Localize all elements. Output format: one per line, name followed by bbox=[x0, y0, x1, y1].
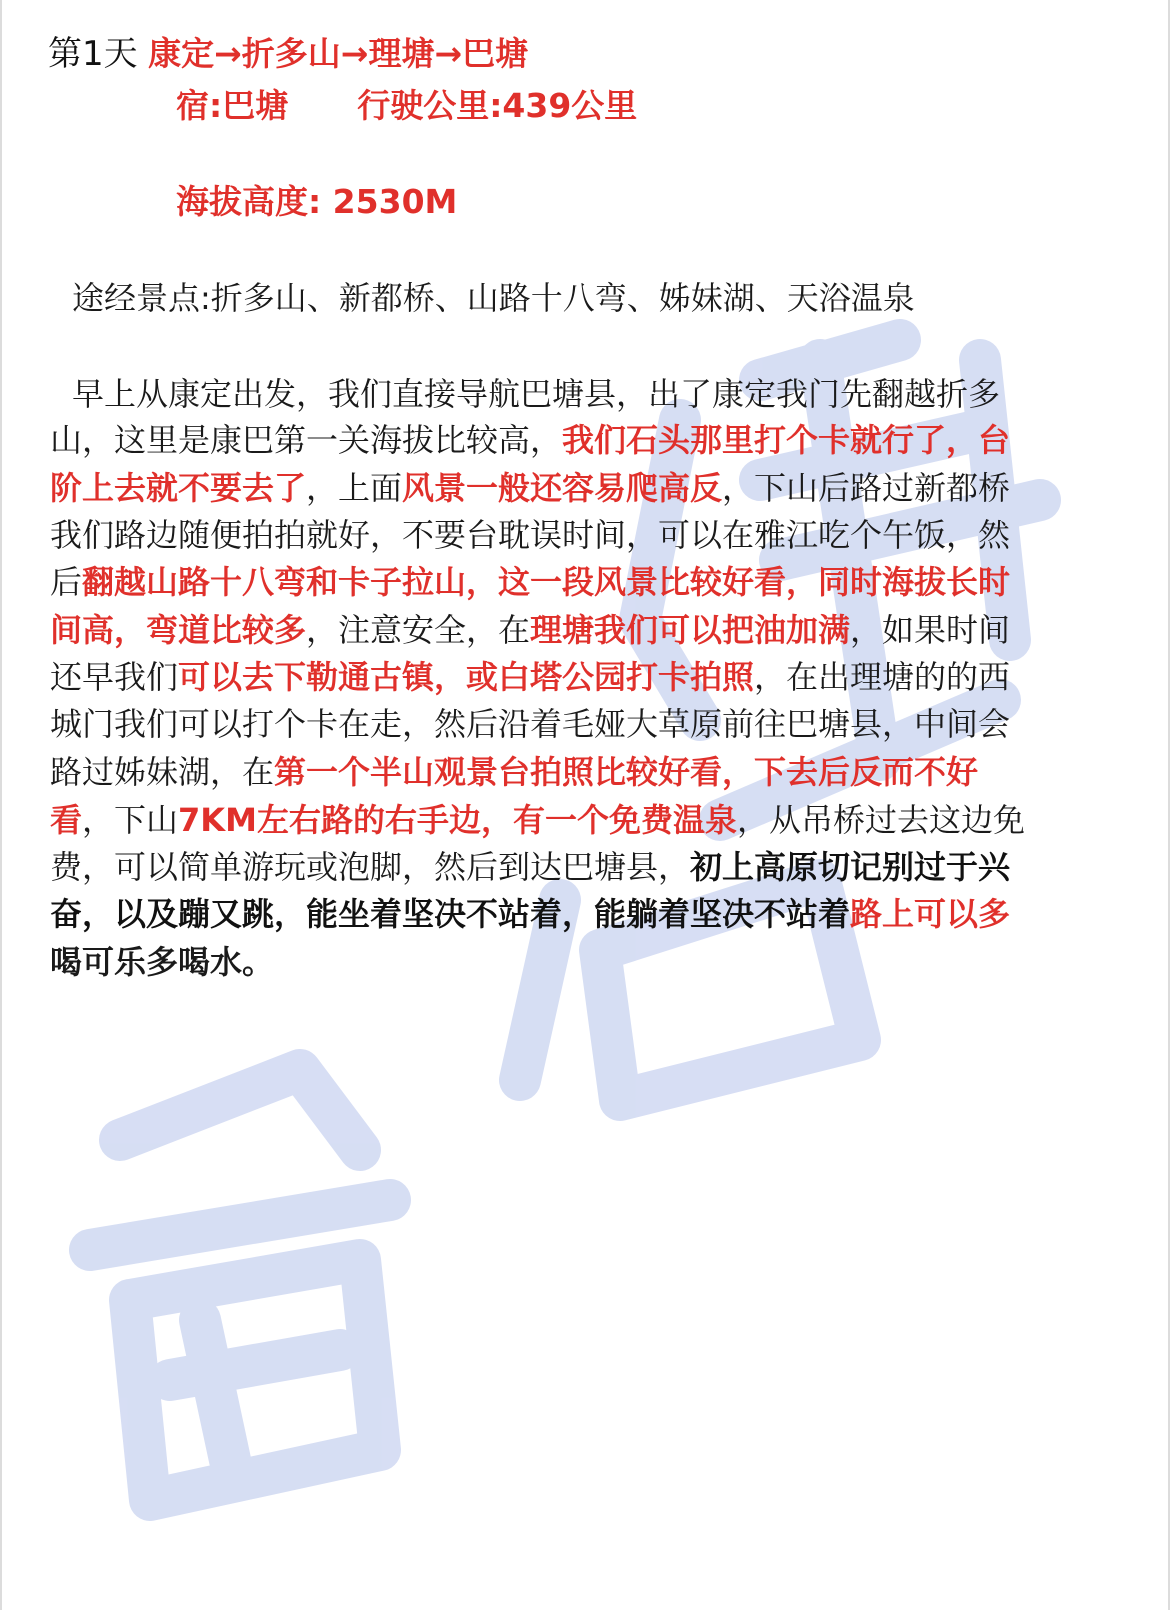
paragraph-text: 费，可以简单游玩或泡脚，然后到达巴塘县， bbox=[50, 848, 691, 886]
stay-line bbox=[176, 86, 637, 126]
highlight-text: 看 bbox=[50, 801, 83, 839]
paragraph-line-13: 喝可乐多喝水。 bbox=[50, 943, 275, 981]
paragraph-line-6 bbox=[50, 610, 1120, 650]
paragraph-line-4: 我们路边随便拍拍就好，不要台耽误时间，可以在雅江吃个午饭，然 bbox=[50, 516, 1011, 554]
highlight-text: 7KM左右路的右手边，有一个免费温泉 bbox=[178, 801, 737, 839]
spots-text: 途经景点:折多山、新都桥、山路十八弯、姊妹湖、天浴温泉 bbox=[72, 279, 915, 317]
highlight-text: 我们石头那里打个卡就行了，台 bbox=[562, 421, 1011, 459]
paragraph-line-7 bbox=[50, 657, 1120, 697]
paragraph-text: 山，这里是康巴第一关海拔比较高， bbox=[50, 421, 563, 459]
highlight-text: 第一个半山观景台拍照比较好看，下去后反而不好 bbox=[274, 753, 979, 791]
highlight-text: 间高，弯道比较多 bbox=[50, 611, 307, 649]
paragraph-line-9 bbox=[50, 752, 1120, 792]
paragraph-line-1: 早上从康定出发，我们直接导航巴塘县，出了康定我门先翻越折多 bbox=[72, 375, 1001, 413]
paragraph-text: 路过姊妹湖，在 bbox=[50, 753, 275, 791]
route-text: 康定→折多山→理塘→巴塘 bbox=[148, 34, 529, 73]
paragraph-text: ，上面 bbox=[306, 469, 403, 507]
highlight-text: 路上可以多 bbox=[850, 895, 1011, 933]
day-label: 第1天 bbox=[48, 34, 138, 74]
paragraph-text: ，从吊桥过去这边免 bbox=[736, 801, 1025, 839]
paragraph-text: ，注意安全，在 bbox=[306, 611, 531, 649]
paragraph-line-8: 城门我们可以打个卡在走，然后沿着毛娅大草原前往巴塘县，中间会 bbox=[50, 705, 1011, 743]
bold-text: 奋，以及蹦又跳，能坐着坚决不站着，能躺着坚决不站着 bbox=[50, 895, 851, 933]
highlight-text: 阶上去就不要去了 bbox=[50, 469, 307, 507]
paragraph-line-5 bbox=[50, 562, 1120, 602]
paragraph-line-11 bbox=[50, 847, 1120, 887]
distance-text: 行驶公里:439公里 bbox=[357, 86, 638, 125]
paragraph-text: ，在出理塘的的西 bbox=[754, 658, 1011, 696]
paragraph-line-10 bbox=[50, 800, 1120, 840]
paragraph-line-3 bbox=[50, 468, 1120, 508]
paragraph-line-2 bbox=[50, 420, 1120, 460]
paragraph-line-12 bbox=[50, 894, 1120, 934]
day-heading bbox=[48, 34, 528, 74]
paragraph-text: ，下山 bbox=[82, 801, 179, 839]
highlight-text: 风景一般还容易爬高反 bbox=[402, 469, 723, 507]
highlight-text: 理塘我们可以把油加满 bbox=[530, 611, 851, 649]
paragraph-text: ，下山后路过新都桥 bbox=[722, 469, 1011, 507]
altitude-text: 海拔高度: 2530M bbox=[176, 182, 458, 221]
paragraph-text: 还早我们 bbox=[50, 658, 179, 696]
highlight-text: 翻越山路十八弯和卡子拉山，这一段风景比较好看，同时海拔长时 bbox=[82, 563, 1011, 601]
paragraph-text: ，如果时间 bbox=[850, 611, 1011, 649]
paragraph-text: 后 bbox=[50, 563, 83, 601]
bold-text: 初上高原切记别过于兴 bbox=[690, 848, 1011, 886]
stay-text: 宿:巴塘 bbox=[176, 86, 289, 125]
highlight-text: 可以去下勒通古镇，或白塔公园打卡拍照 bbox=[178, 658, 755, 696]
